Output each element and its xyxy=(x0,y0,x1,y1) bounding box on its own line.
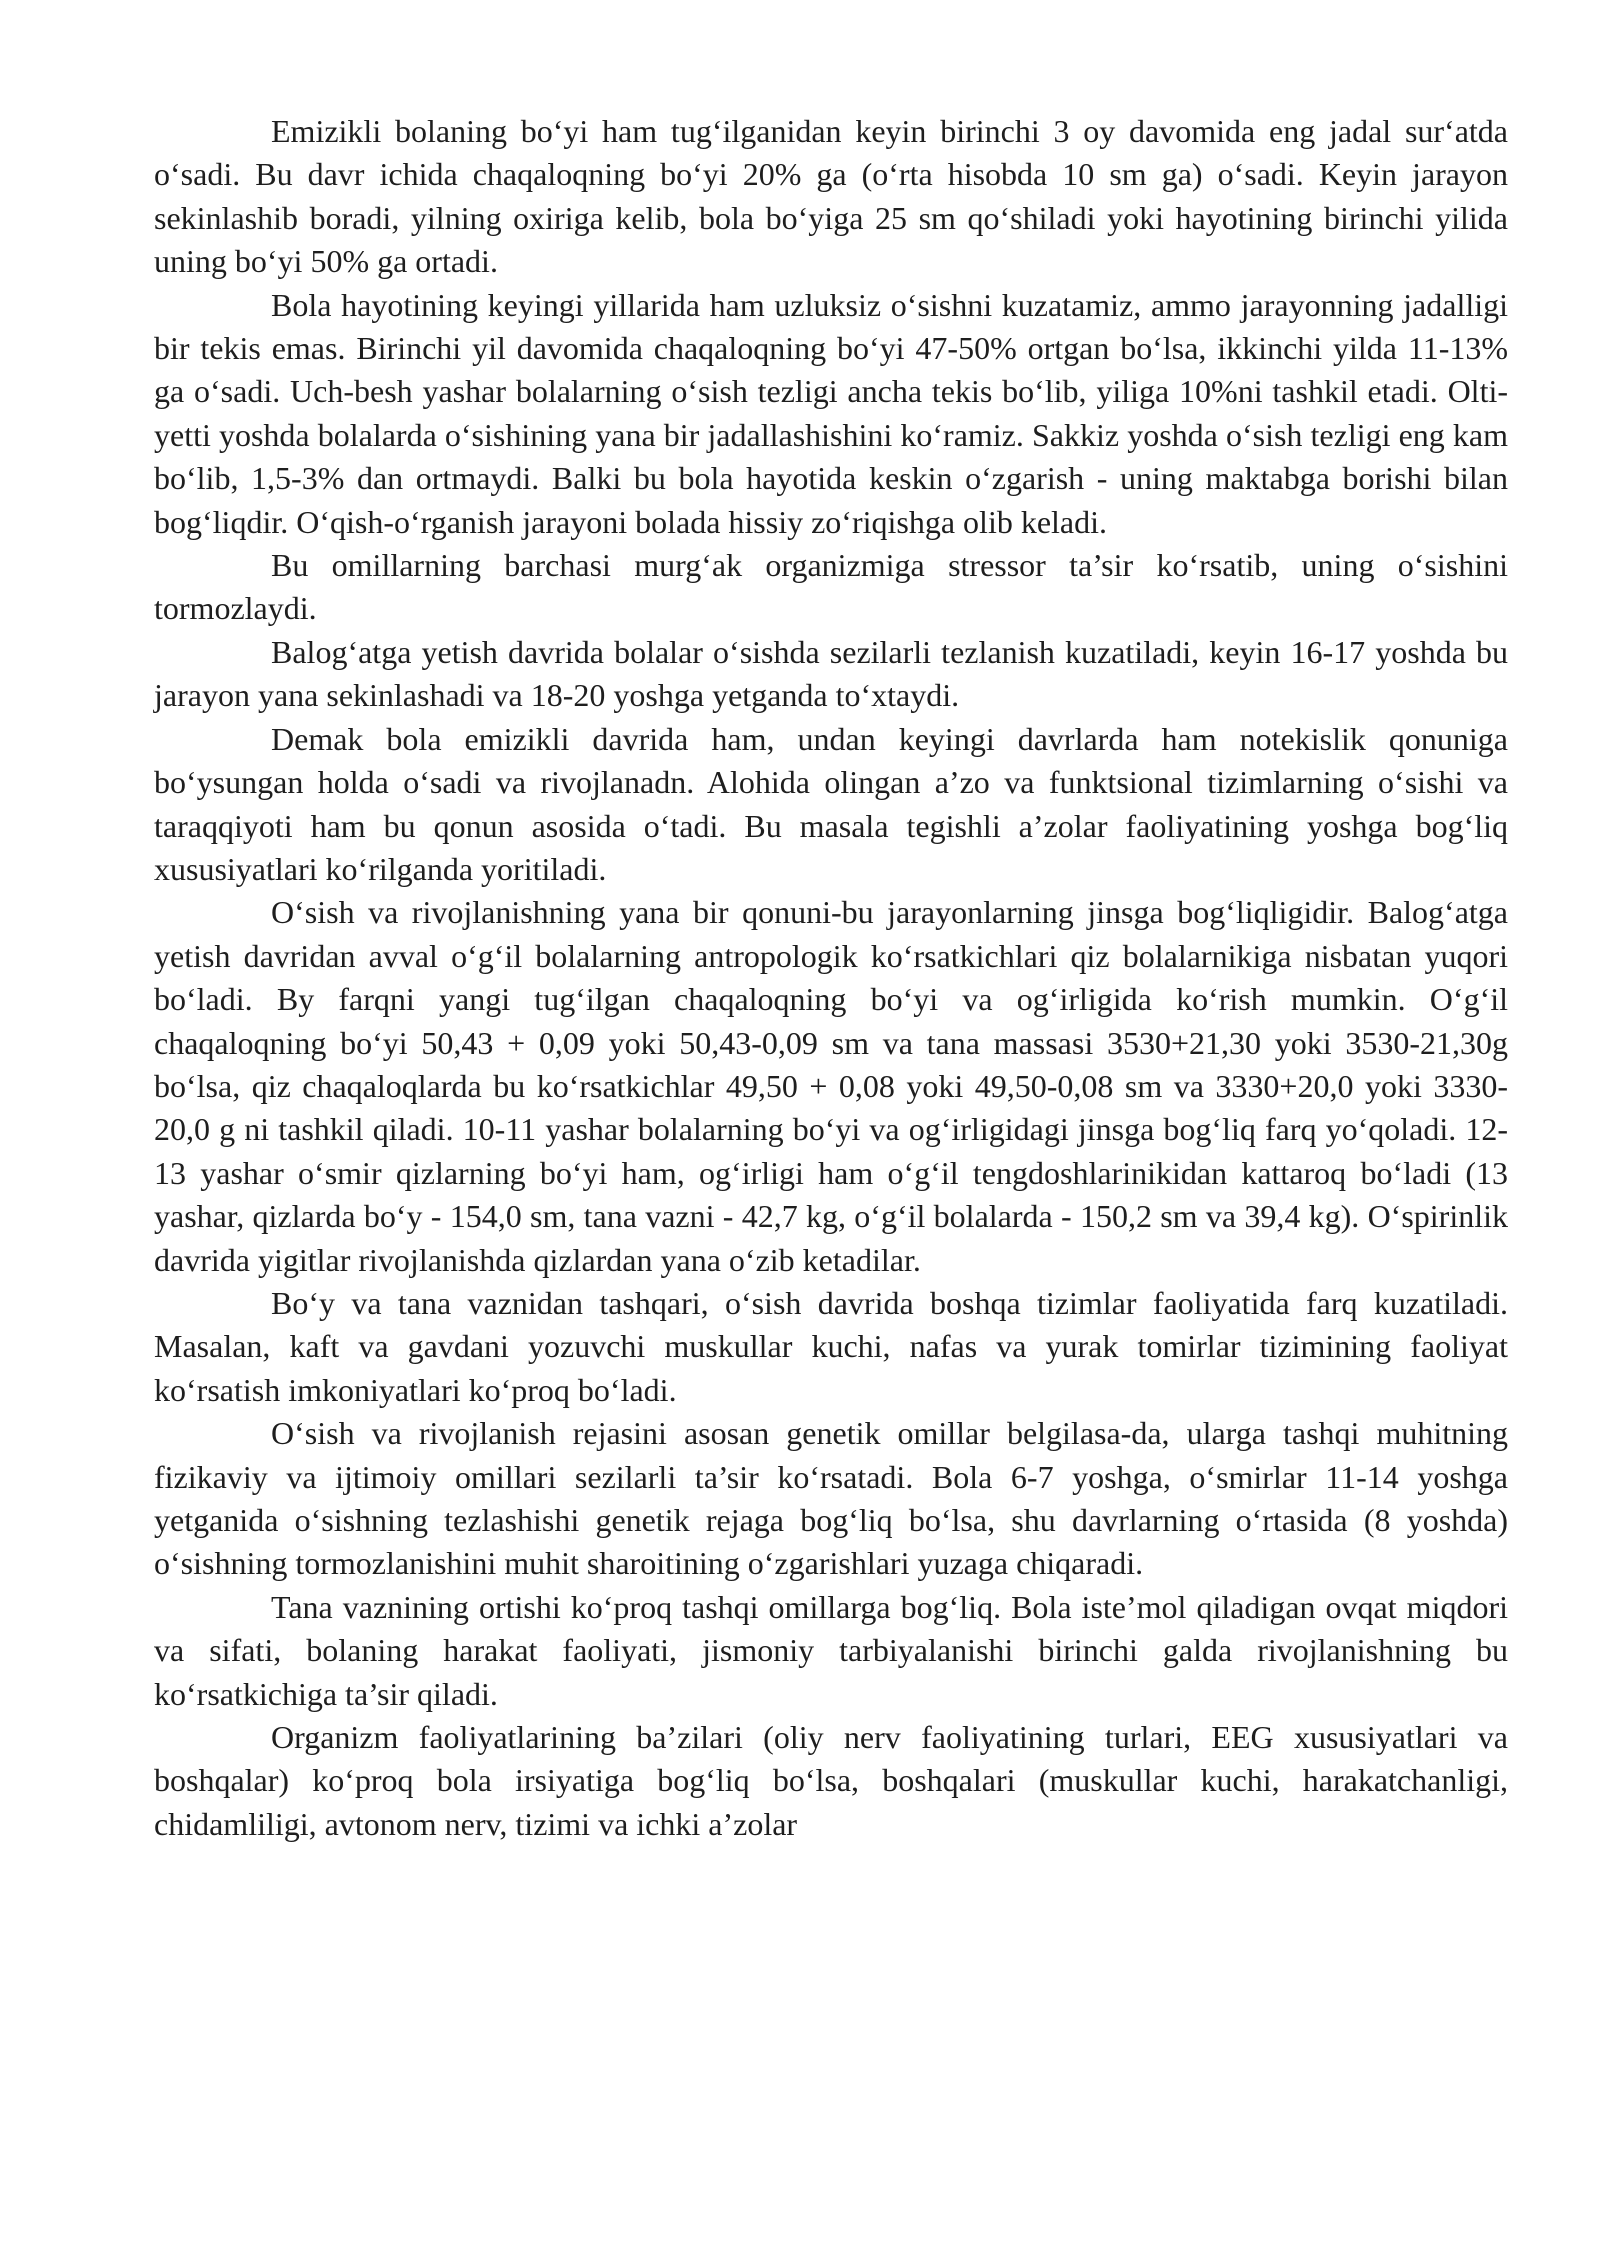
paragraph-4: Balog‘atga yetish davrida bolalar o‘sishda sezilarli tezlanish kuzatiladi, keyin 16-17 yoshda bu jarayon yana sekinlashadi va 18-20 yoshga yetganda to‘xtaydi. xyxy=(154,633,1508,714)
paragraph-8: O‘sish va rivojlanish rejasini asosan genetik omillar belgilasa-da, ularga tashqi muhitning fizikaviy va ijtimoiy omillari sezilarli ta’sir ko‘rsatadi. Bola 6-7 yoshga, o‘smirlar 11-14 yoshga yetganida o‘sishning tezlashishi genetik rejaga bog‘liq bo‘lsa, shu davrlarning o‘rtasida (8 yoshda) o‘sishning tormozlanishini muhit sharoitining o‘zgarishlari yuzaga chiqaradi. xyxy=(154,1415,1508,1582)
paragraph-6: O‘sish va rivojlanishning yana bir qonuni-bu jarayonlarning jinsga bog‘liqligidir. Balog‘atga yetish davridan avval o‘g‘il bolalarning antropologik ko‘rsatkichlari qiz bolalarnikiga nisbatan yuqori bo‘ladi. By farqni yangi tug‘ilgan chaqaloqning bo‘yi va og‘irligida ko‘rish mumkin. O‘g‘il chaqaloqning bo‘yi 50,43 + 0,09 yoki 50,43-0,09 sm va tana massasi 3530+21,30 yoki 3530-21,30g bo‘lsa, qiz chaqaloqlarda bu ko‘rsatkichlar 49,50 + 0,08 yoki 49,50-0,08 sm va 3330+20,0 yoki 3330-20,0 g ni tashkil qiladi. 10-11 yashar bolalarning bo‘yi va og‘irligidagi jinsga bog‘liq farq yo‘qoladi. 12-13 yashar o‘smir qizlarning bo‘yi ham, og‘irligi ham o‘g‘il tengdoshlarinikidan kattaroq bo‘ladi (13 yashar, qizlarda bo‘y - 154,0 sm, tana vazni - 42,7 kg, o‘g‘il bolalarda - 150,2 sm va 39,4 kg). O‘spirinlik davrida yigitlar rivojlanishda qizlardan yana o‘zib ketadilar. xyxy=(154,894,1508,1278)
paragraph-7: Bo‘y va tana vaznidan tashqari, o‘sish davrida boshqa tizimlar faoliyatida farq kuzatiladi. Masalan, kaft va gavdani yozuvchi muskullar kuchi, nafas va yurak tomirlar tizimining faoliyat ko‘rsatish imkoniyatlari ko‘proq bo‘ladi. xyxy=(154,1284,1508,1408)
document-page xyxy=(154,110,1508,1846)
paragraph-9: Tana vaznining ortishi ko‘proq tashqi omillarga bog‘liq. Bola iste’mol qiladigan ovqat miqdori va sifati, bolaning harakat faoliyati, jismoniy tarbiyalanishi birinchi galda rivojlanishning bu ko‘rsatkichiga ta’sir qiladi. xyxy=(154,1588,1508,1712)
paragraph-2: Bola hayotining keyingi yillarida ham uzluksiz o‘sishni kuzatamiz, ammo jarayonning jadalligi bir tekis emas. Birinchi yil davomida chaqaloqning bo‘yi 47-50% ortgan bo‘lsa, ikkinchi yilda 11-13% ga o‘sadi. Uch-besh yashar bolalarning o‘sish tezligi ancha tekis bo‘lib, yiliga 10%ni tashkil etadi. Olti-yetti yoshda bolalarda o‘sishining yana bir jadallashishini ko‘ramiz. Sakkiz yoshda o‘sish tezligi eng kam bo‘lib, 1,5-3% dan ortmaydi. Balki bu bola hayotida keskin o‘zgarish - uning maktabga borishi bilan bog‘liqdir. O‘qish-o‘rganish jarayoni bolada hissiy zo‘riqishga olib keladi. xyxy=(154,286,1508,540)
paragraph-3: Bu omillarning barchasi murg‘ak organizmiga stressor ta’sir ko‘rsatib, uning o‘sishini tormozlaydi. xyxy=(154,547,1508,627)
paragraph-10: Organizm faoliyatlarining ba’zilari (oliy nerv faoliyatining turlari, EEG xususiyatlari va boshqalar) ko‘proq bola irsiyatiga bog‘liq bo‘lsa, boshqalari (muskullar kuchi, harakatchanligi, chidamliligi, avtonom nerv, tizimi va ichki a’zolar xyxy=(154,1719,1508,1842)
paragraph-1: Emizikli bolaning bo‘yi ham tug‘ilganidan keyin birinchi 3 oy davomida eng jadal sur‘atda o‘sadi. Bu davr ichida chaqaloqning bo‘yi 20% ga (o‘rta hisobda 10 sm ga) o‘sadi. Keyin jarayon sekinlashib boradi, yilning oxiriga kelib, bola bo‘yiga 25 sm qo‘shiladi yoki hayotining birinchi yilida uning bo‘yi 50% ga ortadi. xyxy=(154,113,1508,280)
paragraph-5: Demak bola emizikli davrida ham, undan keyingi davrlarda ham notekislik qonuniga bo‘ysungan holda o‘sadi va rivojlanadn. Alohida olingan a’zo va funktsional tizimlarning o‘sishi va taraqqiyoti ham bu qonun asosida o‘tadi. Bu masala tegishli a’zolar faoliyatining yoshga bog‘liq xususiyatlari ko‘rilganda yoritiladi. xyxy=(154,720,1508,887)
